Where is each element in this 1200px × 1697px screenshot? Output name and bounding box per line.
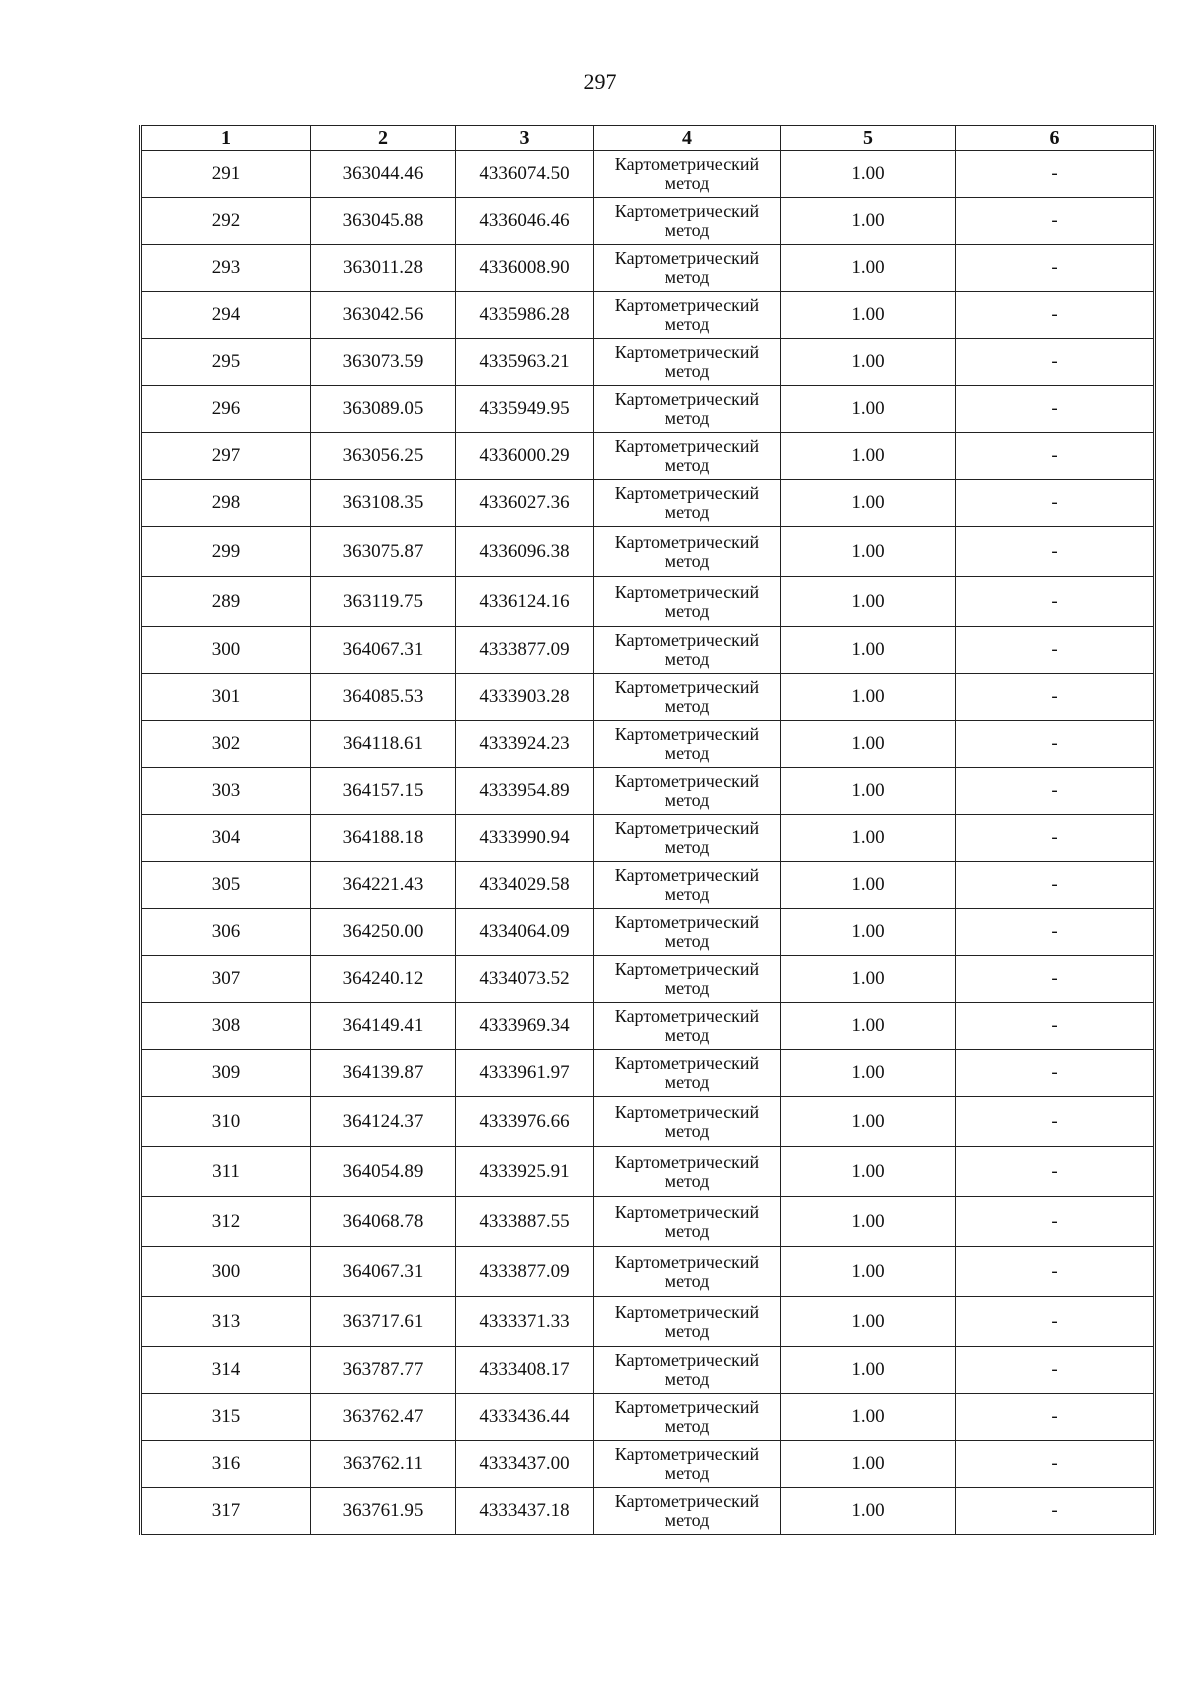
table-row (141, 433, 1155, 480)
note-cell: - (956, 1197, 1155, 1247)
note-cell: - (956, 1297, 1155, 1347)
y-coordinate-cell: 4333877.09 (456, 1247, 594, 1297)
accuracy-cell: 1.00 (781, 1147, 956, 1197)
point-number-cell: 298 (141, 480, 311, 527)
accuracy-cell: 1.00 (781, 527, 956, 577)
table-row (141, 909, 1155, 956)
x-coordinate-cell: 364157.15 (311, 768, 456, 815)
accuracy-cell: 1.00 (781, 768, 956, 815)
x-coordinate-cell: 363787.77 (311, 1347, 456, 1394)
table-row (141, 862, 1155, 909)
x-coordinate-cell: 363761.95 (311, 1488, 456, 1535)
accuracy-cell: 1.00 (781, 386, 956, 433)
point-number-cell: 310 (141, 1097, 311, 1147)
y-coordinate-cell: 4336000.29 (456, 433, 594, 480)
point-number-cell: 315 (141, 1394, 311, 1441)
method-cell: Картометрический метод (594, 527, 781, 577)
method-cell: Картометрический метод (594, 674, 781, 721)
x-coordinate-cell: 363717.61 (311, 1297, 456, 1347)
note-cell: - (956, 815, 1155, 862)
point-number-cell: 291 (141, 151, 311, 198)
y-coordinate-cell: 4333887.55 (456, 1197, 594, 1247)
method-cell: Картометрический метод (594, 909, 781, 956)
method-cell: Картометрический метод (594, 480, 781, 527)
y-coordinate-cell: 4333371.33 (456, 1297, 594, 1347)
table-row (141, 527, 1155, 577)
table-row (141, 1441, 1155, 1488)
point-number-cell: 299 (141, 527, 311, 577)
column-header: 5 (781, 126, 956, 151)
y-coordinate-cell: 4333437.18 (456, 1488, 594, 1535)
point-number-cell: 317 (141, 1488, 311, 1535)
x-coordinate-cell: 364054.89 (311, 1147, 456, 1197)
note-cell: - (956, 433, 1155, 480)
x-coordinate-cell: 363108.35 (311, 480, 456, 527)
note-cell: - (956, 577, 1155, 627)
y-coordinate-cell: 4333924.23 (456, 721, 594, 768)
point-number-cell: 300 (141, 627, 311, 674)
table-row (141, 1003, 1155, 1050)
point-number-cell: 295 (141, 339, 311, 386)
x-coordinate-cell: 364067.31 (311, 627, 456, 674)
note-cell: - (956, 1394, 1155, 1441)
note-cell: - (956, 292, 1155, 339)
point-number-cell: 302 (141, 721, 311, 768)
y-coordinate-cell: 4333408.17 (456, 1347, 594, 1394)
x-coordinate-cell: 364221.43 (311, 862, 456, 909)
point-number-cell: 296 (141, 386, 311, 433)
note-cell: - (956, 956, 1155, 1003)
accuracy-cell: 1.00 (781, 292, 956, 339)
method-cell: Картометрический метод (594, 1147, 781, 1197)
method-cell: Картометрический метод (594, 1050, 781, 1097)
table-row (141, 1394, 1155, 1441)
point-number-cell: 306 (141, 909, 311, 956)
x-coordinate-cell: 363089.05 (311, 386, 456, 433)
x-coordinate-cell: 364139.87 (311, 1050, 456, 1097)
y-coordinate-cell: 4335963.21 (456, 339, 594, 386)
column-header: 1 (141, 126, 311, 151)
note-cell: - (956, 1347, 1155, 1394)
x-coordinate-cell: 364085.53 (311, 674, 456, 721)
method-cell: Картометрический метод (594, 577, 781, 627)
table-row (141, 1197, 1155, 1247)
point-number-cell: 314 (141, 1347, 311, 1394)
method-cell: Картометрический метод (594, 862, 781, 909)
column-header: 4 (594, 126, 781, 151)
y-coordinate-cell: 4333976.66 (456, 1097, 594, 1147)
accuracy-cell: 1.00 (781, 1197, 956, 1247)
method-cell: Картометрический метод (594, 815, 781, 862)
y-coordinate-cell: 4336124.16 (456, 577, 594, 627)
column-header: 6 (956, 126, 1155, 151)
accuracy-cell: 1.00 (781, 1003, 956, 1050)
y-coordinate-cell: 4336008.90 (456, 245, 594, 292)
y-coordinate-cell: 4333925.91 (456, 1147, 594, 1197)
table-row (141, 339, 1155, 386)
table-row (141, 1050, 1155, 1097)
point-number-cell: 313 (141, 1297, 311, 1347)
note-cell: - (956, 627, 1155, 674)
method-cell: Картометрический метод (594, 1003, 781, 1050)
y-coordinate-cell: 4333877.09 (456, 627, 594, 674)
note-cell: - (956, 1050, 1155, 1097)
method-cell: Картометрический метод (594, 627, 781, 674)
note-cell: - (956, 151, 1155, 198)
page-number: 297 (583, 69, 617, 94)
method-cell: Картометрический метод (594, 1197, 781, 1247)
x-coordinate-cell: 363119.75 (311, 577, 456, 627)
method-cell: Картометрический метод (594, 1347, 781, 1394)
accuracy-cell: 1.00 (781, 1247, 956, 1297)
y-coordinate-cell: 4336027.36 (456, 480, 594, 527)
table-row (141, 956, 1155, 1003)
method-cell: Картометрический метод (594, 245, 781, 292)
y-coordinate-cell: 4333954.89 (456, 768, 594, 815)
column-header: 3 (456, 126, 594, 151)
note-cell: - (956, 1441, 1155, 1488)
accuracy-cell: 1.00 (781, 1441, 956, 1488)
accuracy-cell: 1.00 (781, 909, 956, 956)
y-coordinate-cell: 4334029.58 (456, 862, 594, 909)
table-row (141, 480, 1155, 527)
y-coordinate-cell: 4333436.44 (456, 1394, 594, 1441)
note-cell: - (956, 1097, 1155, 1147)
x-coordinate-cell: 363075.87 (311, 527, 456, 577)
note-cell: - (956, 909, 1155, 956)
table-body (141, 151, 1155, 1535)
point-number-cell: 303 (141, 768, 311, 815)
y-coordinate-cell: 4335949.95 (456, 386, 594, 433)
point-number-cell: 312 (141, 1197, 311, 1247)
coordinates-table (139, 125, 1156, 1535)
y-coordinate-cell: 4333969.34 (456, 1003, 594, 1050)
accuracy-cell: 1.00 (781, 433, 956, 480)
accuracy-cell: 1.00 (781, 198, 956, 245)
point-number-cell: 316 (141, 1441, 311, 1488)
x-coordinate-cell: 364118.61 (311, 721, 456, 768)
method-cell: Картометрический метод (594, 1394, 781, 1441)
table-row (141, 198, 1155, 245)
method-cell: Картометрический метод (594, 1488, 781, 1535)
x-coordinate-cell: 364068.78 (311, 1197, 456, 1247)
accuracy-cell: 1.00 (781, 151, 956, 198)
table-row (141, 151, 1155, 198)
method-cell: Картометрический метод (594, 198, 781, 245)
note-cell: - (956, 1003, 1155, 1050)
accuracy-cell: 1.00 (781, 339, 956, 386)
table-row (141, 386, 1155, 433)
accuracy-cell: 1.00 (781, 674, 956, 721)
accuracy-cell: 1.00 (781, 1394, 956, 1441)
point-number-cell: 309 (141, 1050, 311, 1097)
y-coordinate-cell: 4333437.00 (456, 1441, 594, 1488)
accuracy-cell: 1.00 (781, 480, 956, 527)
note-cell: - (956, 480, 1155, 527)
method-cell: Картометрический метод (594, 433, 781, 480)
table-row (141, 1297, 1155, 1347)
table-row (141, 1347, 1155, 1394)
point-number-cell: 311 (141, 1147, 311, 1197)
accuracy-cell: 1.00 (781, 721, 956, 768)
method-cell: Картометрический метод (594, 1441, 781, 1488)
x-coordinate-cell: 364250.00 (311, 909, 456, 956)
point-number-cell: 292 (141, 198, 311, 245)
accuracy-cell: 1.00 (781, 815, 956, 862)
point-number-cell: 308 (141, 1003, 311, 1050)
x-coordinate-cell: 364188.18 (311, 815, 456, 862)
note-cell: - (956, 339, 1155, 386)
x-coordinate-cell: 364124.37 (311, 1097, 456, 1147)
note-cell: - (956, 386, 1155, 433)
accuracy-cell: 1.00 (781, 1097, 956, 1147)
method-cell: Картометрический метод (594, 1247, 781, 1297)
table-row (141, 577, 1155, 627)
table-row (141, 1097, 1155, 1147)
point-number-cell: 307 (141, 956, 311, 1003)
table-header-row (141, 126, 1155, 151)
method-cell: Картометрический метод (594, 1097, 781, 1147)
point-number-cell: 301 (141, 674, 311, 721)
y-coordinate-cell: 4335986.28 (456, 292, 594, 339)
table-row (141, 768, 1155, 815)
table-row (141, 674, 1155, 721)
method-cell: Картометрический метод (594, 151, 781, 198)
y-coordinate-cell: 4336096.38 (456, 527, 594, 577)
note-cell: - (956, 862, 1155, 909)
table-row (141, 627, 1155, 674)
note-cell: - (956, 674, 1155, 721)
method-cell: Картометрический метод (594, 386, 781, 433)
table-row (141, 1488, 1155, 1535)
y-coordinate-cell: 4333961.97 (456, 1050, 594, 1097)
note-cell: - (956, 721, 1155, 768)
y-coordinate-cell: 4334064.09 (456, 909, 594, 956)
method-cell: Картометрический метод (594, 956, 781, 1003)
y-coordinate-cell: 4333903.28 (456, 674, 594, 721)
x-coordinate-cell: 363056.25 (311, 433, 456, 480)
point-number-cell: 289 (141, 577, 311, 627)
table-row (141, 292, 1155, 339)
table-row (141, 815, 1155, 862)
x-coordinate-cell: 364240.12 (311, 956, 456, 1003)
note-cell: - (956, 1147, 1155, 1197)
method-cell: Картометрический метод (594, 721, 781, 768)
column-header: 2 (311, 126, 456, 151)
note-cell: - (956, 1488, 1155, 1535)
table-row (141, 1147, 1155, 1197)
point-number-cell: 300 (141, 1247, 311, 1297)
note-cell: - (956, 198, 1155, 245)
y-coordinate-cell: 4336046.46 (456, 198, 594, 245)
y-coordinate-cell: 4334073.52 (456, 956, 594, 1003)
x-coordinate-cell: 363044.46 (311, 151, 456, 198)
y-coordinate-cell: 4336074.50 (456, 151, 594, 198)
accuracy-cell: 1.00 (781, 1050, 956, 1097)
note-cell: - (956, 527, 1155, 577)
x-coordinate-cell: 364067.31 (311, 1247, 456, 1297)
x-coordinate-cell: 363042.56 (311, 292, 456, 339)
point-number-cell: 304 (141, 815, 311, 862)
method-cell: Картометрический метод (594, 292, 781, 339)
note-cell: - (956, 1247, 1155, 1297)
accuracy-cell: 1.00 (781, 245, 956, 292)
method-cell: Картометрический метод (594, 768, 781, 815)
x-coordinate-cell: 364149.41 (311, 1003, 456, 1050)
x-coordinate-cell: 363045.88 (311, 198, 456, 245)
table-row (141, 245, 1155, 292)
x-coordinate-cell: 363762.47 (311, 1394, 456, 1441)
y-coordinate-cell: 4333990.94 (456, 815, 594, 862)
x-coordinate-cell: 363762.11 (311, 1441, 456, 1488)
method-cell: Картометрический метод (594, 339, 781, 386)
accuracy-cell: 1.00 (781, 627, 956, 674)
method-cell: Картометрический метод (594, 1297, 781, 1347)
note-cell: - (956, 768, 1155, 815)
accuracy-cell: 1.00 (781, 956, 956, 1003)
accuracy-cell: 1.00 (781, 577, 956, 627)
point-number-cell: 297 (141, 433, 311, 480)
accuracy-cell: 1.00 (781, 862, 956, 909)
accuracy-cell: 1.00 (781, 1488, 956, 1535)
x-coordinate-cell: 363011.28 (311, 245, 456, 292)
point-number-cell: 305 (141, 862, 311, 909)
accuracy-cell: 1.00 (781, 1347, 956, 1394)
point-number-cell: 293 (141, 245, 311, 292)
note-cell: - (956, 245, 1155, 292)
accuracy-cell: 1.00 (781, 1297, 956, 1347)
x-coordinate-cell: 363073.59 (311, 339, 456, 386)
table-row (141, 1247, 1155, 1297)
table-row (141, 721, 1155, 768)
point-number-cell: 294 (141, 292, 311, 339)
